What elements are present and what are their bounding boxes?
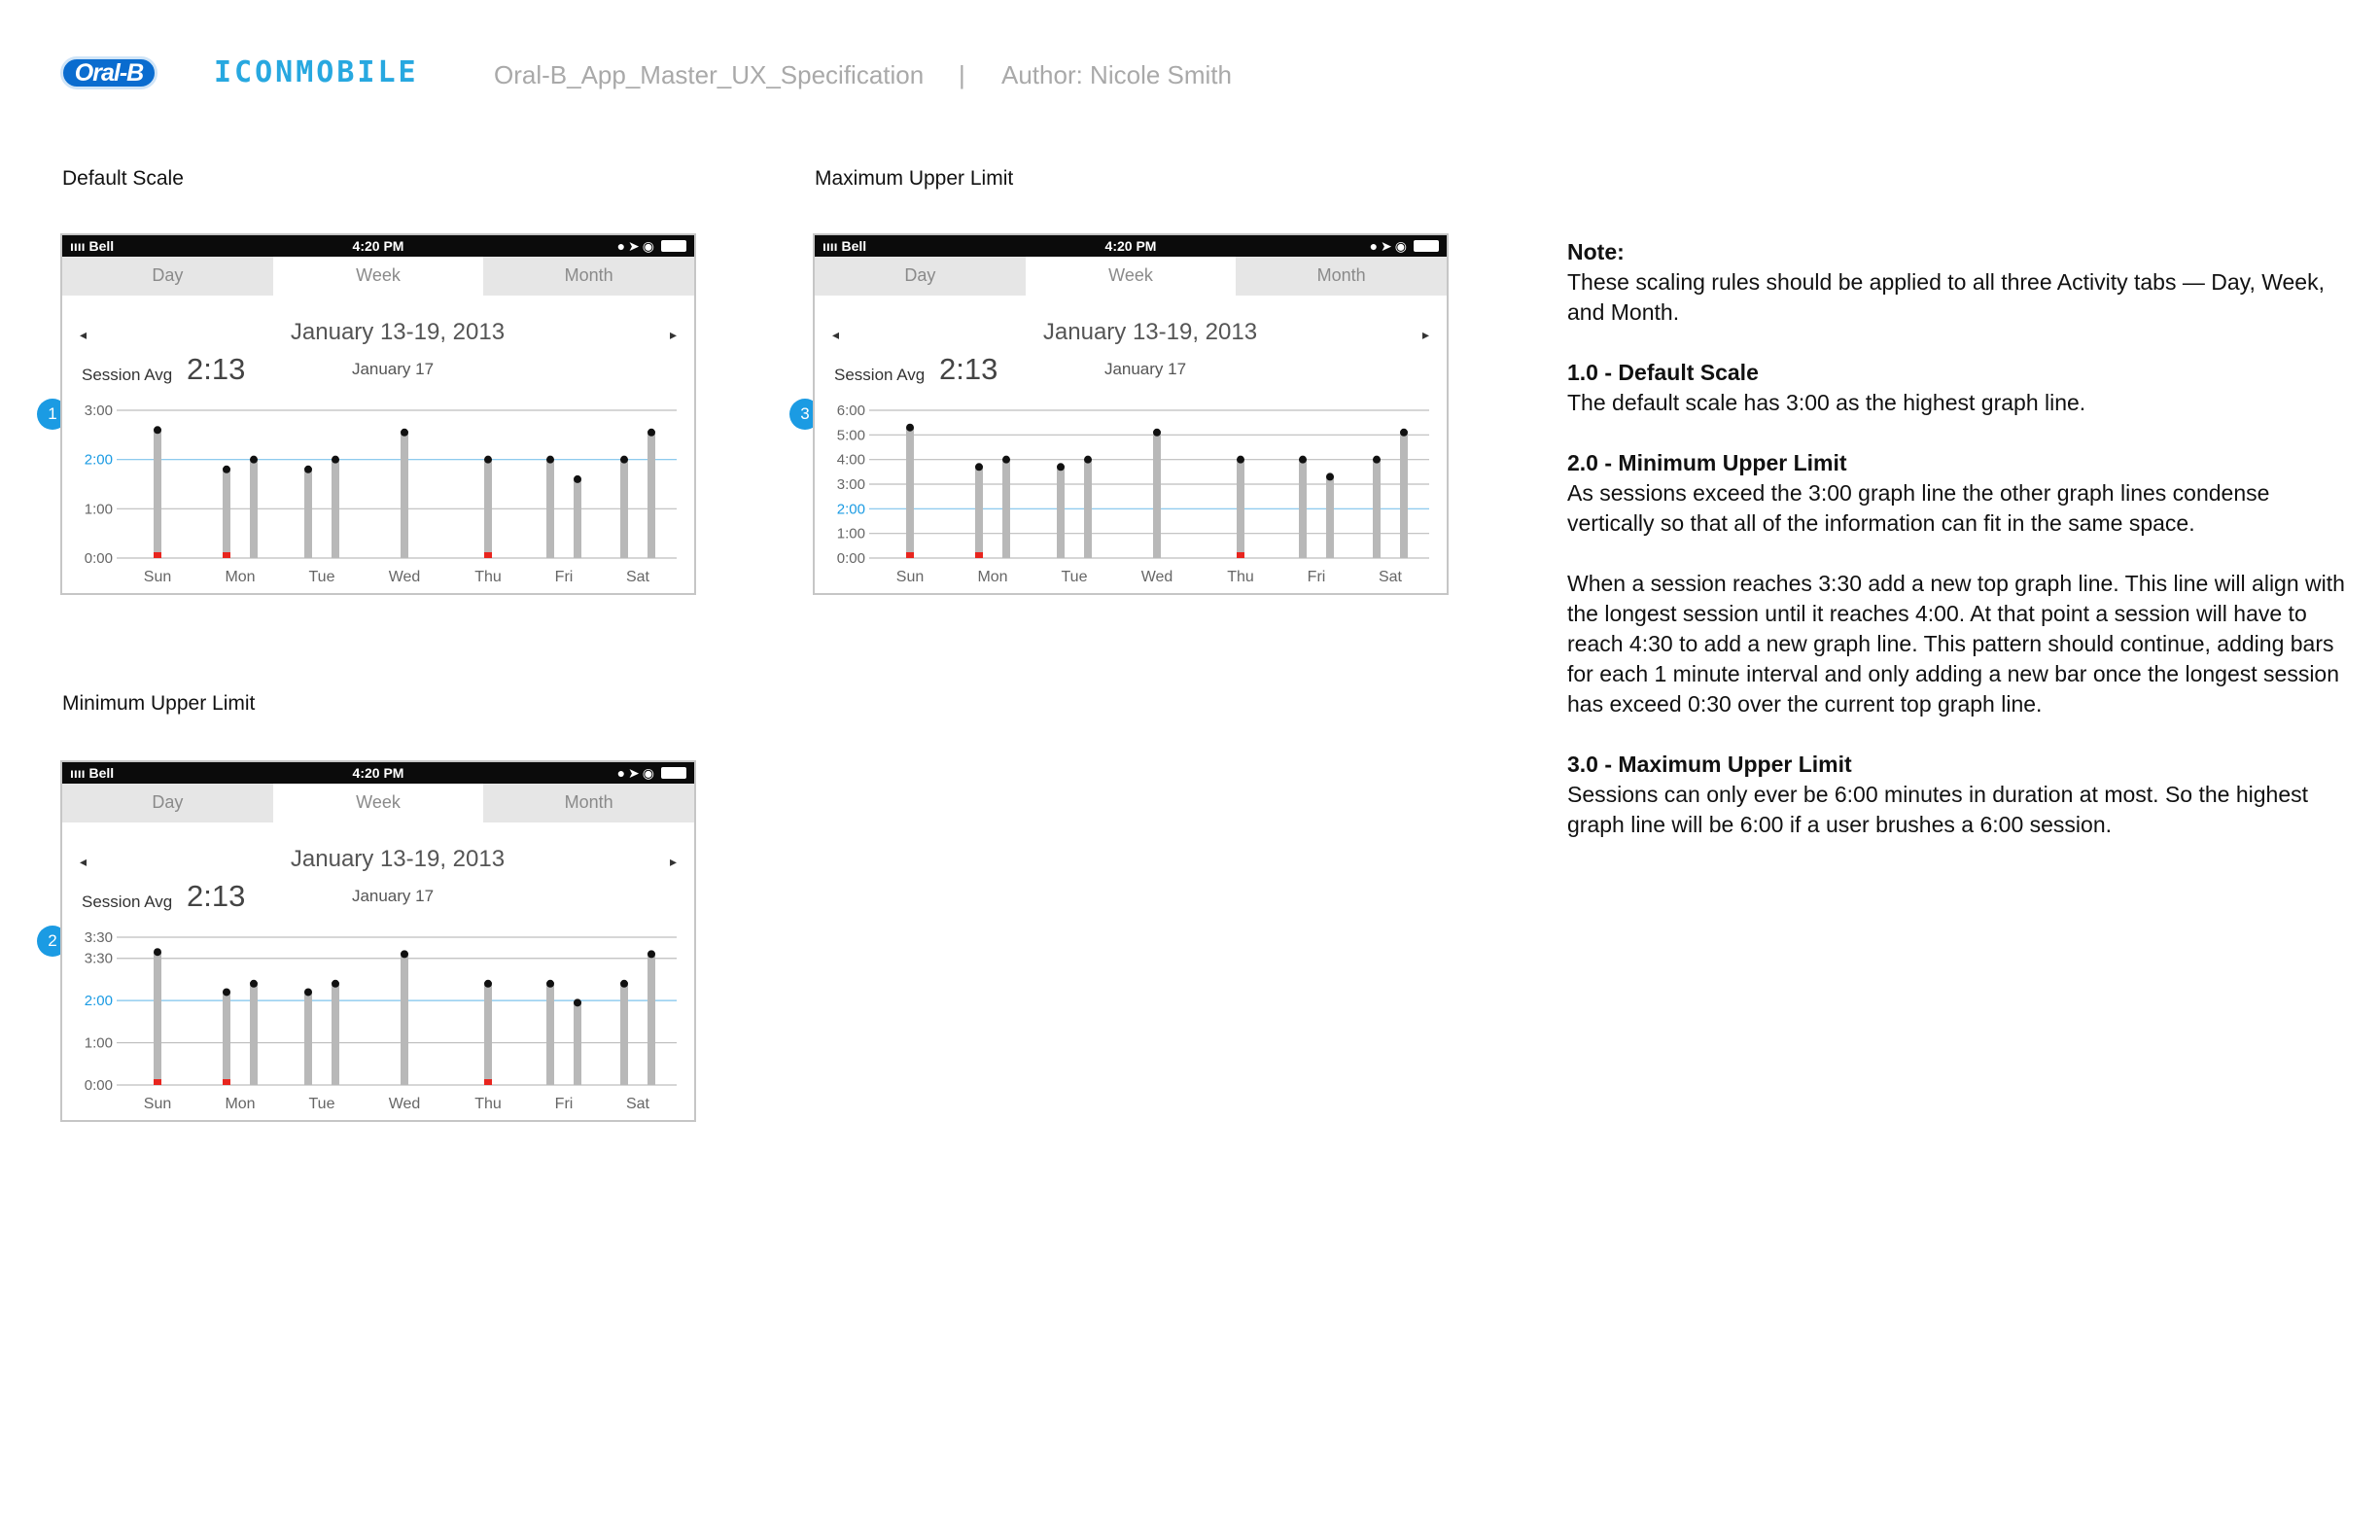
- y-tick-label: 3:00: [84, 402, 113, 419]
- section-3-body: Sessions can only ever be 6:00 minutes in duration at most. So the highest graph line will be 6:00 if a user brushes a 6:00 session.: [1567, 782, 2308, 837]
- session-bar: [1326, 476, 1334, 558]
- x-tick-label-wed: Wed: [1140, 569, 1173, 585]
- y-tick-label: 5:00: [836, 427, 865, 444]
- x-tick-label-fri: Fri: [554, 1096, 574, 1112]
- short-session-marker: [223, 1079, 230, 1085]
- session-dot: [223, 988, 230, 996]
- session-dot: [304, 988, 312, 996]
- y-tick-label: 3:30: [84, 929, 113, 946]
- session-bar: [1002, 460, 1010, 558]
- session-bar: [484, 984, 492, 1085]
- section-1-body: The default scale has 3:00 as the highest graph line.: [1567, 390, 2086, 415]
- rotation-lock-icon: ◉: [642, 765, 657, 781]
- session-bar: [1400, 433, 1408, 558]
- section-1-title: 1.0 - Default Scale: [1567, 360, 1759, 385]
- session-bar: [1373, 460, 1381, 558]
- x-tick-label-sun: Sun: [895, 569, 925, 585]
- notes-heading: Note:: [1567, 239, 1625, 264]
- session-avg-value: 2:13: [939, 352, 998, 386]
- x-tick-label-thu: Thu: [1227, 569, 1254, 585]
- session-dot: [648, 429, 655, 437]
- session-dot: [574, 475, 581, 483]
- header-separator: |: [959, 60, 965, 89]
- carrier-name: Bell: [88, 765, 115, 781]
- y-tick-label: 2:00: [84, 993, 113, 1010]
- week-range-label: January 13-19, 2013: [290, 319, 506, 345]
- x-tick-label-mon: Mon: [977, 569, 1008, 585]
- session-avg-value: 2:13: [187, 879, 246, 913]
- short-session-marker: [484, 1079, 492, 1085]
- x-tick-label-sun: Sun: [143, 1096, 172, 1112]
- selected-day-label: January 17: [351, 887, 435, 905]
- location-icon: ➤: [628, 765, 643, 781]
- status-time: 4:20 PM: [352, 238, 404, 254]
- signal-icon: ıııı: [70, 765, 89, 781]
- y-tick-label: 3:30: [84, 950, 113, 967]
- session-bar: [546, 984, 554, 1085]
- oral-b-logo: Oral-B: [60, 56, 158, 89]
- x-tick-label-tue: Tue: [308, 1096, 335, 1112]
- location-icon: ➤: [628, 238, 643, 254]
- activity-bar-chart: [62, 235, 694, 593]
- short-session-marker: [1237, 552, 1244, 558]
- session-dot: [620, 980, 628, 988]
- x-tick-label-sat: Sat: [1378, 569, 1403, 585]
- x-tick-label-tue: Tue: [308, 569, 335, 585]
- session-dot: [1237, 456, 1244, 464]
- x-tick-label-mon: Mon: [225, 1096, 256, 1112]
- week-range-label: January 13-19, 2013: [290, 846, 506, 872]
- carrier-name: Bell: [841, 238, 867, 254]
- session-bar: [250, 460, 258, 558]
- previous-week-arrow-icon[interactable]: ◂: [80, 327, 88, 342]
- session-dot: [648, 950, 655, 958]
- tab-day[interactable]: Day: [62, 784, 273, 822]
- session-bar: [620, 984, 628, 1085]
- y-tick-label: 2:00: [836, 501, 865, 518]
- session-dot: [484, 980, 492, 988]
- section-2-body-continued: When a session reaches 3:30 add a new top graph line. This line will align with the longest session until it reaches 4:00. At that point a session will have to reach 4:30 to add a new graph line. This pattern should continue, adding bars for each 1 minute interval and only adding a new bar once the longest session has exceed 0:30 over the current top graph line.: [1567, 571, 2345, 717]
- status-time: 4:20 PM: [352, 765, 404, 781]
- y-tick-label: 0:00: [84, 1077, 113, 1094]
- short-session-marker: [975, 552, 983, 558]
- session-dot: [1326, 472, 1334, 480]
- phone-default-scale: [60, 233, 696, 595]
- section-3-title: 3.0 - Maximum Upper Limit: [1567, 752, 1852, 777]
- session-bar: [546, 460, 554, 558]
- session-bar: [332, 984, 339, 1085]
- annotation-badge-1: 1: [37, 399, 68, 430]
- iconmobile-logo: ICONMOBILE: [214, 55, 419, 89]
- selected-day-label: January 17: [1103, 360, 1187, 378]
- status-time: 4:20 PM: [1104, 238, 1157, 254]
- session-dot: [546, 980, 554, 988]
- panel-title-maximum: Maximum Upper Limit: [815, 167, 1014, 190]
- session-dot: [620, 456, 628, 464]
- phone-minimum-upper-limit: [60, 760, 696, 1122]
- session-bar: [1057, 467, 1065, 558]
- signal-icon: ıııı: [822, 238, 842, 254]
- y-tick-label: 1:00: [836, 525, 865, 542]
- x-tick-label-thu: Thu: [474, 1096, 502, 1112]
- tab-month[interactable]: Month: [1236, 257, 1447, 296]
- alarm-icon: ●: [1369, 238, 1382, 254]
- session-dot: [250, 456, 258, 464]
- x-tick-label-wed: Wed: [388, 1096, 421, 1112]
- tab-week[interactable]: Week: [1026, 257, 1237, 296]
- session-bar: [154, 430, 161, 558]
- short-session-marker: [223, 552, 230, 558]
- session-dot: [332, 980, 339, 988]
- x-tick-label-mon: Mon: [225, 569, 256, 585]
- carrier-name: Bell: [88, 238, 115, 254]
- x-tick-label-thu: Thu: [474, 569, 502, 585]
- short-session-marker: [484, 552, 492, 558]
- session-bar: [574, 479, 581, 558]
- short-session-marker: [154, 1079, 161, 1085]
- tab-month[interactable]: Month: [483, 257, 694, 296]
- x-tick-label-wed: Wed: [388, 569, 421, 585]
- y-tick-label: 1:00: [84, 1034, 113, 1052]
- notes-section: [1567, 237, 2355, 840]
- session-dot: [401, 429, 408, 437]
- previous-week-arrow-icon[interactable]: ◂: [832, 327, 840, 342]
- session-dot: [1400, 429, 1408, 437]
- session-dot: [1299, 456, 1307, 464]
- session-bar: [304, 992, 312, 1085]
- y-tick-label: 6:00: [836, 402, 865, 419]
- session-avg-label: Session Avg: [82, 892, 173, 911]
- session-dot: [1373, 456, 1381, 464]
- panel-title-default: Default Scale: [62, 167, 184, 190]
- session-dot: [1002, 456, 1010, 464]
- session-bar: [154, 952, 161, 1085]
- alarm-icon: ●: [616, 238, 629, 254]
- session-avg-value: 2:13: [187, 352, 246, 386]
- session-dot: [223, 466, 230, 473]
- week-range-label: January 13-19, 2013: [1042, 319, 1258, 345]
- session-dot: [401, 950, 408, 958]
- short-session-marker: [906, 552, 914, 558]
- annotation-badge-3: 3: [789, 399, 821, 430]
- next-week-arrow-icon[interactable]: ▸: [669, 327, 677, 342]
- session-bar: [401, 954, 408, 1085]
- notes-intro: These scaling rules should be applied to all three Activity tabs — Day, Week, and Month.: [1567, 269, 2325, 325]
- session-bar: [648, 954, 655, 1085]
- session-bar: [1237, 460, 1244, 558]
- session-bar: [1299, 460, 1307, 558]
- session-bar: [574, 1002, 581, 1085]
- y-tick-label: 0:00: [836, 550, 865, 567]
- session-avg-label: Session Avg: [834, 366, 926, 384]
- section-2-body: As sessions exceed the 3:00 graph line the other graph lines condense vertically so that all of the information can fit in the same space.: [1567, 480, 2270, 536]
- session-bar: [1153, 433, 1161, 558]
- location-icon: ➤: [1381, 238, 1395, 254]
- session-dot: [1153, 429, 1161, 437]
- rotation-lock-icon: ◉: [642, 238, 657, 254]
- session-avg-label: Session Avg: [82, 366, 173, 384]
- session-dot: [484, 456, 492, 464]
- document-header: [60, 54, 1421, 97]
- y-tick-label: 0:00: [84, 550, 113, 567]
- session-bar: [250, 984, 258, 1085]
- session-bar: [223, 470, 230, 558]
- x-tick-label-sat: Sat: [625, 569, 650, 585]
- session-bar: [332, 460, 339, 558]
- session-dot: [546, 456, 554, 464]
- alarm-icon: ●: [616, 765, 629, 781]
- selected-day-label: January 17: [351, 360, 435, 378]
- session-bar: [304, 470, 312, 558]
- session-bar: [401, 433, 408, 558]
- session-bar: [484, 460, 492, 558]
- session-dot: [574, 998, 581, 1006]
- tab-day[interactable]: Day: [815, 257, 1026, 296]
- next-week-arrow-icon[interactable]: ▸: [1421, 327, 1429, 342]
- tab-week[interactable]: Week: [273, 784, 484, 822]
- session-dot: [975, 463, 983, 471]
- session-dot: [1084, 456, 1092, 464]
- phone-maximum-upper-limit: [813, 233, 1449, 595]
- x-tick-label-sat: Sat: [625, 1096, 650, 1112]
- y-tick-label: 2:00: [84, 451, 113, 469]
- y-tick-label: 4:00: [836, 451, 865, 469]
- session-dot: [906, 424, 914, 432]
- x-tick-label-sun: Sun: [143, 569, 172, 585]
- session-dot: [332, 456, 339, 464]
- session-bar: [906, 428, 914, 558]
- session-bar: [620, 460, 628, 558]
- session-bar: [648, 433, 655, 558]
- session-bar: [223, 992, 230, 1085]
- panel-title-minimum: Minimum Upper Limit: [62, 692, 256, 715]
- session-dot: [304, 466, 312, 473]
- session-dot: [1057, 463, 1065, 471]
- section-2-title: 2.0 - Minimum Upper Limit: [1567, 450, 1847, 475]
- short-session-marker: [154, 552, 161, 558]
- tab-month[interactable]: Month: [483, 784, 694, 822]
- tab-day[interactable]: Day: [62, 257, 273, 296]
- annotation-badge-2: 2: [37, 926, 68, 957]
- session-dot: [154, 948, 161, 956]
- next-week-arrow-icon[interactable]: ▸: [669, 854, 677, 869]
- activity-bar-chart: [62, 762, 694, 1120]
- session-bar: [1084, 460, 1092, 558]
- y-tick-label: 1:00: [84, 501, 113, 518]
- signal-icon: ıııı: [70, 238, 89, 254]
- document-author: Author: Nicole Smith: [1001, 60, 1232, 89]
- document-title: Oral-B_App_Master_UX_Specification: [494, 60, 925, 89]
- previous-week-arrow-icon[interactable]: ◂: [80, 854, 88, 869]
- x-tick-label-fri: Fri: [1307, 569, 1326, 585]
- session-dot: [250, 980, 258, 988]
- session-dot: [154, 426, 161, 434]
- tab-week[interactable]: Week: [273, 257, 484, 296]
- x-tick-label-fri: Fri: [554, 569, 574, 585]
- activity-bar-chart: [815, 235, 1447, 593]
- x-tick-label-tue: Tue: [1061, 569, 1088, 585]
- session-bar: [975, 467, 983, 558]
- y-tick-label: 3:00: [836, 476, 865, 493]
- rotation-lock-icon: ◉: [1394, 238, 1410, 254]
